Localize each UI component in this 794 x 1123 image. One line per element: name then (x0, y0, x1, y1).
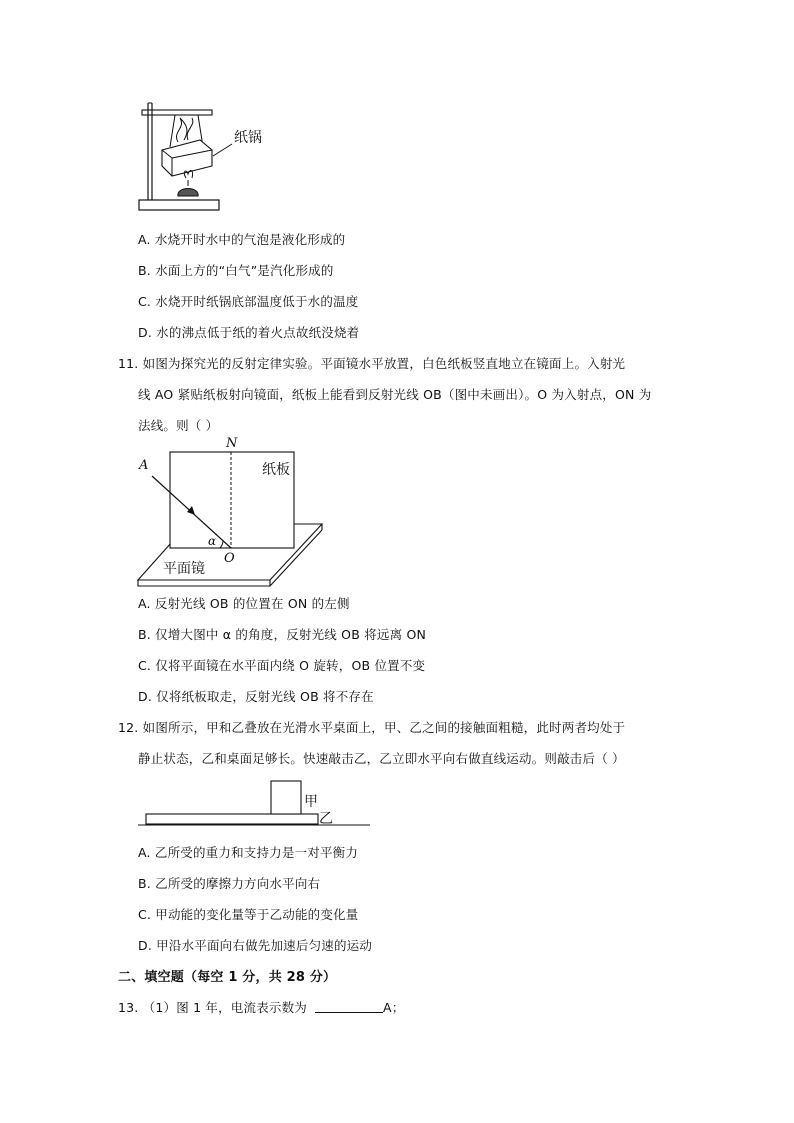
q12-option-b: B. 乙所受的摩擦力方向水平向右 (138, 876, 321, 891)
q12-option-d: D. 甲沿水平面向右做先加速后匀速的运动 (138, 938, 373, 953)
q10-option-a: A. 水烧开时水中的气泡是液化形成的 (138, 232, 346, 247)
q10-option-d: D. 水的沸点低于纸的着火点故纸没烧着 (138, 325, 360, 340)
label-board: 纸板 (262, 462, 290, 478)
label-n: N (226, 436, 238, 451)
q11-stem-line-3: 法线。则（ ） (138, 418, 219, 433)
q13-answer-blank[interactable] (315, 1000, 383, 1013)
q11-option-b: B. 仅增大图中 α 的角度，反射光线 OB 将远离 ON (138, 627, 427, 642)
q12-option-a: A. 乙所受的重力和支持力是一对平衡力 (138, 845, 359, 860)
q11-option-a: A. 反射光线 OB 的位置在 ON 的左侧 (138, 596, 350, 611)
label-yi: 乙 (319, 811, 333, 827)
q11-stem-line-1: 11. 如图为探究光的反射定律实验。平面镜水平放置，白色纸板竖直地立在镜面上。入射光 (118, 356, 626, 371)
label-alpha: α (208, 534, 217, 548)
q10-option-b: B. 水面上方的“白气”是汽化形成的 (138, 263, 334, 278)
q11-option-c: C. 仅将平面镜在水平面内绕 O 旋转，OB 位置不变 (138, 658, 426, 673)
label-mirror: 平面镜 (163, 561, 205, 577)
q12-option-c: C. 甲动能的变化量等于乙动能的变化量 (138, 907, 359, 922)
q13-line (118, 998, 404, 1016)
label-a: A (139, 458, 149, 473)
section-2-heading: 二、填空题（每空 1 分，共 28 分） (118, 970, 337, 985)
label-jia: 甲 (304, 794, 318, 810)
label-o: O (224, 551, 235, 566)
q13-suffix: A； (383, 1000, 405, 1015)
paper-pot-label: 纸锅 (234, 130, 262, 146)
q11-stem-line-2: 线 AO 紧贴纸板射向镜面，纸板上能看到反射光线 OB（图中未画出）。O 为入射点，ON 为 (138, 387, 652, 402)
q11-option-d: D. 仅将纸板取走，反射光线 OB 将不存在 (138, 689, 374, 704)
q13-prefix: 13. （1）图 1 年，电流表示数为 (118, 1000, 308, 1015)
q12-stem-line-2: 静止状态，乙和桌面足够长。快速敲击乙，乙立即水平向右做直线运动。则敲击后（ ） (138, 751, 625, 766)
q12-stem-line-1: 12. 如图所示，甲和乙叠放在光滑水平桌面上，甲、乙之间的接触面粗糙，此时两者均处于 (118, 720, 626, 735)
q10-option-c: C. 水烧开时纸锅底部温度低于水的温度 (138, 294, 359, 309)
